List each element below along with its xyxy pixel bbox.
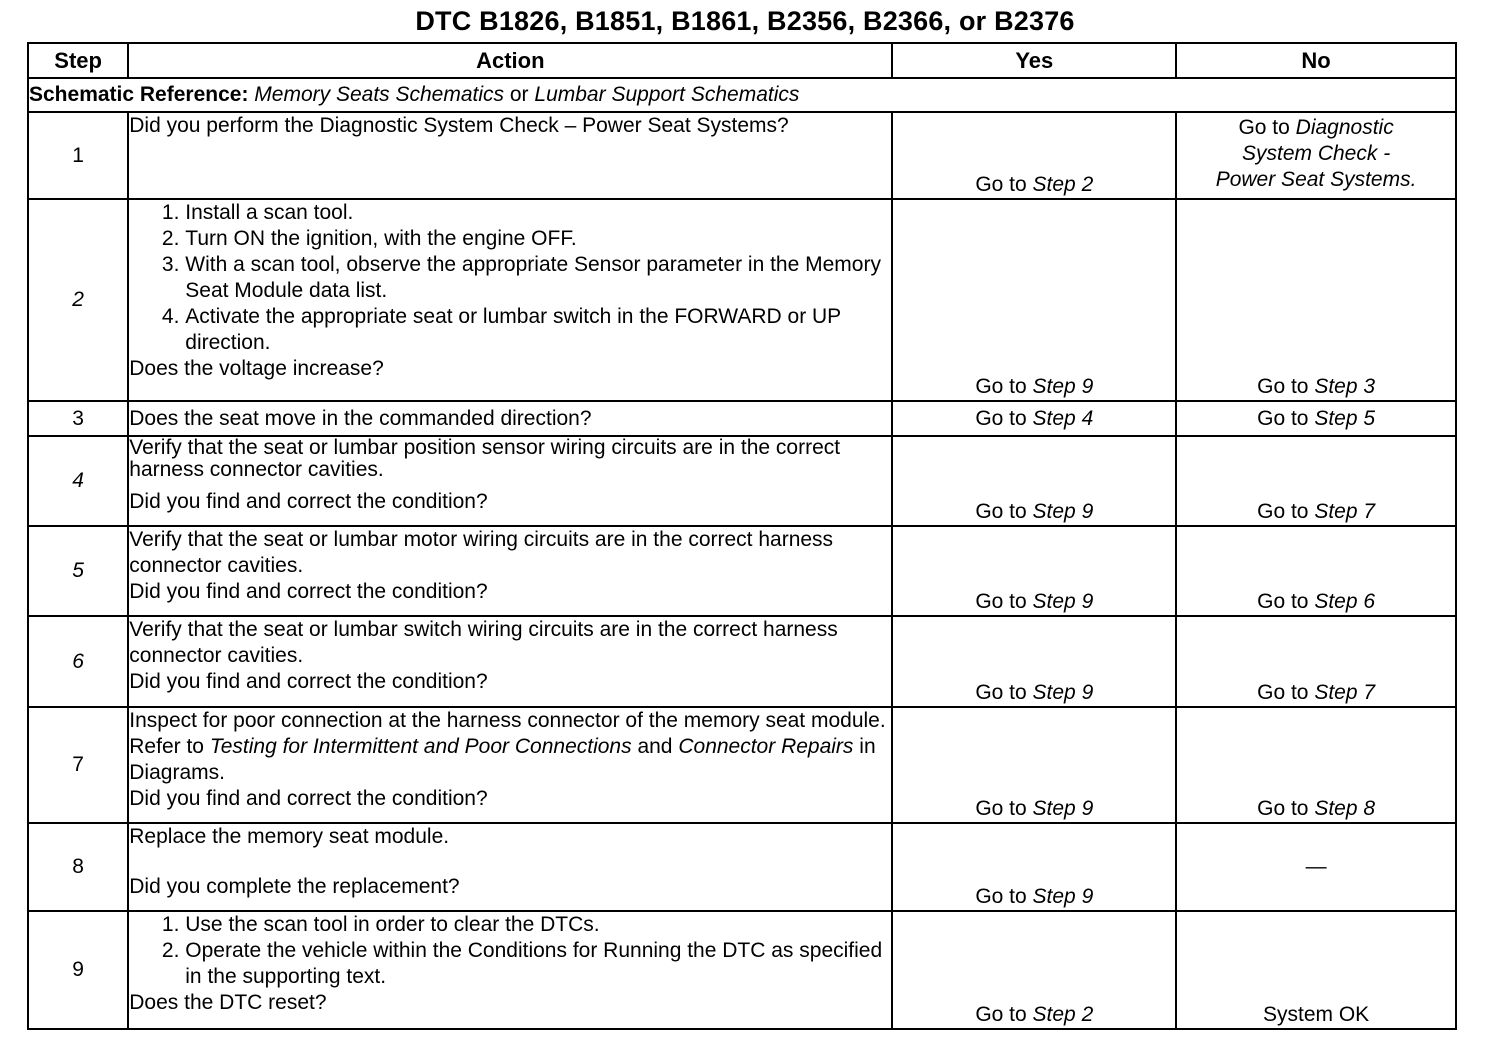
step-number: 2	[28, 199, 128, 401]
action-text: Verify that the seat or lumbar switch wiring circuits are in the correct harness connector cavities.	[129, 618, 838, 667]
link-testing-intermittent[interactable]: Testing for Intermittent and Poor Connections	[209, 735, 632, 758]
go-to-label: Go to	[1257, 500, 1309, 523]
action-cell	[128, 911, 892, 1029]
go-to-label: Go to	[975, 500, 1027, 523]
go-to-label: Go to	[975, 406, 1027, 430]
schematic-or: or	[509, 83, 529, 106]
yes-step-link[interactable]: Step 9	[1032, 797, 1094, 820]
diagnostic-table	[27, 42, 1457, 1030]
no-cell	[1176, 401, 1456, 436]
action-text: Verify that the seat or lumbar motor wiring circuits are in the correct harness connector cavities.	[129, 528, 834, 577]
yes-step-link[interactable]: Step 9	[1032, 500, 1094, 523]
go-to-label: Go to	[975, 590, 1027, 613]
step-number: 9	[28, 911, 128, 1029]
action-cell	[128, 823, 892, 911]
no-step-link[interactable]: Step 7	[1314, 681, 1376, 704]
table-row	[28, 616, 1456, 707]
action-text: in Diagrams.	[129, 735, 876, 784]
no-step-link[interactable]: Step 7	[1314, 500, 1376, 523]
step-number: 1	[28, 112, 128, 199]
yes-step-link[interactable]: Step 2	[1032, 173, 1094, 196]
action-text: Verify that the seat or lumbar position sensor wiring circuits are in the correct harness connector cavities.	[129, 436, 841, 481]
link-connector-repairs[interactable]: Connector Repairs	[678, 735, 854, 758]
schematic-reference	[28, 78, 1456, 112]
table-row	[28, 199, 1456, 401]
action-text: and	[637, 735, 673, 758]
go-to-label: Go to	[1257, 590, 1309, 613]
action-cell	[128, 199, 892, 401]
no-step-link[interactable]: Step 6	[1314, 590, 1376, 613]
go-to-label: Go to	[975, 681, 1027, 704]
action-question: Did you complete the replacement?	[129, 875, 460, 898]
header-row	[28, 43, 1456, 78]
action-cell	[128, 616, 892, 707]
no-cell	[1176, 436, 1456, 526]
action-question: Does the voltage increase?	[129, 357, 384, 380]
no-dash: —	[1305, 855, 1327, 878]
action-question: Did you find and correct the condition?	[129, 787, 488, 810]
no-link-line: Power Seat Systems.	[1215, 168, 1417, 191]
table-row	[28, 436, 1456, 526]
header-yes: Yes	[892, 43, 1176, 78]
no-link-line: Diagnostic	[1295, 116, 1394, 139]
no-step-link[interactable]: Step 3	[1314, 375, 1376, 398]
no-result-text: System OK	[1262, 1003, 1370, 1026]
no-cell	[1176, 823, 1456, 911]
action-cell	[128, 112, 892, 199]
no-cell	[1176, 199, 1456, 401]
table-row	[28, 526, 1456, 616]
yes-step-link[interactable]: Step 2	[1032, 1003, 1094, 1026]
action-list	[129, 200, 891, 356]
table-row	[28, 823, 1456, 911]
yes-step-link[interactable]: Step 4	[1032, 406, 1094, 430]
step-number: 8	[28, 823, 128, 911]
yes-step-link[interactable]: Step 9	[1032, 885, 1094, 908]
step-number: 6	[28, 616, 128, 707]
yes-cell	[892, 707, 1176, 823]
action-cell	[128, 436, 892, 526]
list-item: 3. With a scan tool, observe the appropriate Sensor parameter in the Memory Seat Module data list.	[185, 252, 891, 304]
schematic-reference-label: Schematic Reference:	[29, 83, 249, 106]
table-row	[28, 707, 1456, 823]
step-number: 3	[28, 401, 128, 436]
go-to-label: Go to	[975, 1003, 1027, 1026]
action-cell	[128, 401, 892, 436]
no-cell	[1176, 526, 1456, 616]
go-to-label: Go to	[975, 173, 1027, 196]
action-question: Did you find and correct the condition?	[129, 670, 488, 693]
step-number: 4	[28, 436, 128, 526]
go-to-label: Go to	[1257, 681, 1309, 704]
header-no: No	[1176, 43, 1456, 78]
yes-cell	[892, 112, 1176, 199]
list-item: 1. Install a scan tool.	[185, 200, 891, 226]
no-link-line: System Check -	[1241, 142, 1391, 165]
go-to-label: Go to	[1238, 116, 1290, 139]
schematic-link-lumbar[interactable]: Lumbar Support Schematics	[534, 83, 800, 106]
list-item: 4. Activate the appropriate seat or lumbar switch in the FORWARD or UP direction.	[185, 304, 891, 356]
yes-step-link[interactable]: Step 9	[1032, 375, 1094, 398]
yes-cell	[892, 911, 1176, 1029]
header-step: Step	[28, 43, 128, 78]
action-list	[129, 912, 891, 990]
action-cell	[128, 707, 892, 823]
step-number: 7	[28, 707, 128, 823]
go-to-label: Go to	[1257, 797, 1309, 820]
no-cell	[1176, 112, 1456, 199]
yes-cell	[892, 436, 1176, 526]
no-cell	[1176, 616, 1456, 707]
action-text: Did you perform the Diagnostic System Check – Power Seat Systems?	[129, 114, 789, 137]
list-item: 2. Turn ON the ignition, with the engine OFF.	[185, 226, 891, 252]
go-to-label: Go to	[1257, 375, 1309, 398]
action-text: Replace the memory seat module.	[129, 825, 450, 848]
no-step-link[interactable]: Step 5	[1314, 406, 1376, 430]
go-to-label: Go to	[975, 885, 1027, 908]
list-item: 2. Operate the vehicle within the Conditions for Running the DTC as specified in the supporting text.	[185, 938, 891, 990]
page-title: DTC B1826, B1851, B1861, B2356, B2366, or B2376	[415, 6, 1075, 36]
action-question: Did you find and correct the condition?	[129, 490, 488, 513]
go-to-label: Go to	[975, 375, 1027, 398]
action-text: Does the seat move in the commanded direction?	[129, 406, 592, 430]
table-row	[28, 112, 1456, 199]
action-question: Did you find and correct the condition?	[129, 580, 488, 603]
header-action: Action	[128, 43, 892, 78]
yes-step-link[interactable]: Step 9	[1032, 590, 1094, 613]
yes-cell	[892, 401, 1176, 436]
schematic-link-memory-seats[interactable]: Memory Seats Schematics	[254, 83, 505, 106]
table-row	[28, 401, 1456, 436]
action-cell	[128, 526, 892, 616]
yes-cell	[892, 823, 1176, 911]
no-cell	[1176, 707, 1456, 823]
action-question: Does the DTC reset?	[129, 991, 327, 1014]
schematic-reference-row	[28, 78, 1456, 112]
action-text: Inspect for poor connection at the harness connector of the memory seat module. Refer to	[129, 709, 886, 758]
no-cell	[1176, 911, 1456, 1029]
go-to-label: Go to	[1257, 406, 1309, 430]
list-item: 1. Use the scan tool in order to clear the DTCs.	[185, 912, 891, 938]
yes-cell	[892, 199, 1176, 401]
yes-step-link[interactable]: Step 9	[1032, 681, 1094, 704]
no-step-link[interactable]: Step 8	[1314, 797, 1376, 820]
yes-cell	[892, 616, 1176, 707]
go-to-label: Go to	[975, 797, 1027, 820]
step-number: 5	[28, 526, 128, 616]
yes-cell	[892, 526, 1176, 616]
table-row	[28, 911, 1456, 1029]
